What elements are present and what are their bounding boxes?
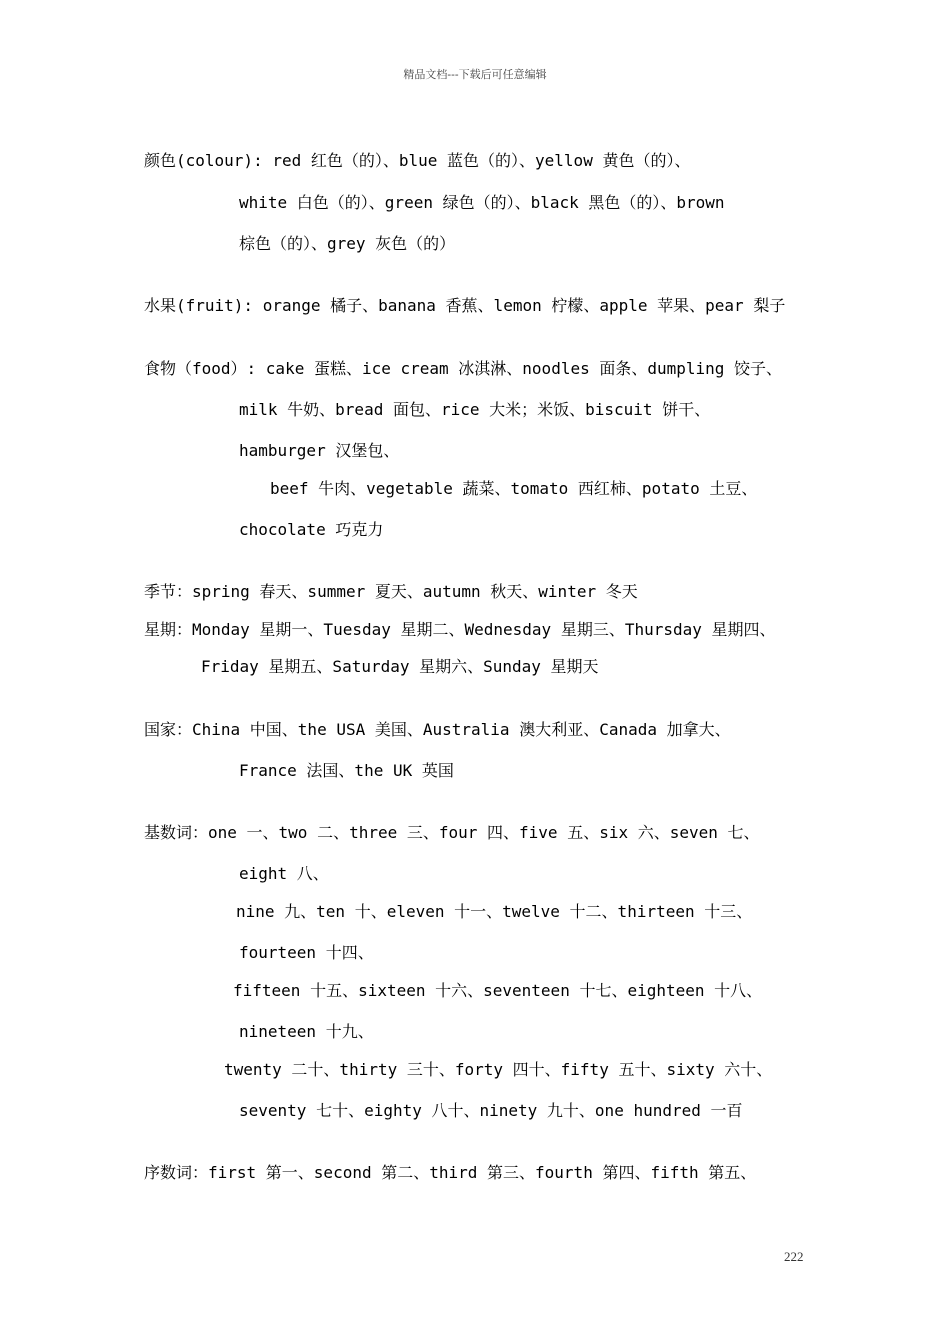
text-line: chocolate 巧克力 xyxy=(239,520,384,539)
text-line: France 法国、the UK 英国 xyxy=(239,761,454,780)
text-line: nine 九、ten 十、eleven 十一、twelve 十二、thirteen 十三、 xyxy=(236,902,753,921)
text-line: white 白色（的）、green 绿色（的）、black 黑色（的）、brown xyxy=(239,193,725,212)
text-line: 序数词：first 第一、second 第二、third 第三、fourth 第四、fifth 第五、 xyxy=(144,1163,757,1182)
text-line: fifteen 十五、sixteen 十六、seventeen 十七、eighteen 十八、 xyxy=(233,981,763,1000)
text-line: 颜色(colour): red 红色（的）、blue 蓝色（的）、yellow 黄色（的）、 xyxy=(144,151,691,170)
text-line: nineteen 十九、 xyxy=(239,1022,374,1041)
text-line: 星期：Monday 星期一、Tuesday 星期二、Wednesday 星期三、Thursday 星期四、 xyxy=(144,620,776,639)
text-line: hamburger 汉堡包、 xyxy=(239,441,400,460)
page-header: 精品文档---下载后可任意编辑 xyxy=(403,68,547,81)
text-line: 季节：spring 春天、summer 夏天、autumn 秋天、winter 冬天 xyxy=(144,582,638,601)
text-line: 棕色（的）、grey 灰色（的） xyxy=(239,234,456,253)
text-line: 国家：China 中国、the USA 美国、Australia 澳大利亚、Canada 加拿大、 xyxy=(144,720,731,739)
text-line: beef 牛肉、vegetable 蔬菜、tomato 西红柿、potato 土豆、 xyxy=(270,479,758,498)
text-line: 食物（food）: cake 蛋糕、ice cream 冰淇淋、noodles 面条、dumpling 饺子、 xyxy=(144,359,783,378)
text-line: Friday 星期五、Saturday 星期六、Sunday 星期天 xyxy=(201,657,599,676)
text-line: 水果(fruit): orange 橘子、banana 香蕉、lemon 柠檬、apple 苹果、pear 梨子 xyxy=(144,296,786,315)
text-line: milk 牛奶、bread 面包、rice 大米；米饭、biscuit 饼干、 xyxy=(239,400,711,419)
text-line: eight 八、 xyxy=(239,864,329,883)
page-number: 222 xyxy=(784,1249,804,1264)
text-line: 基数词：one 一、two 二、three 三、four 四、five 五、six 六、seven 七、 xyxy=(144,823,760,842)
text-line: seventy 七十、eighty 八十、ninety 九十、one hundred 一百 xyxy=(239,1101,743,1120)
text-line: fourteen 十四、 xyxy=(239,943,374,962)
text-line: twenty 二十、thirty 三十、forty 四十、fifty 五十、sixty 六十、 xyxy=(224,1060,773,1079)
